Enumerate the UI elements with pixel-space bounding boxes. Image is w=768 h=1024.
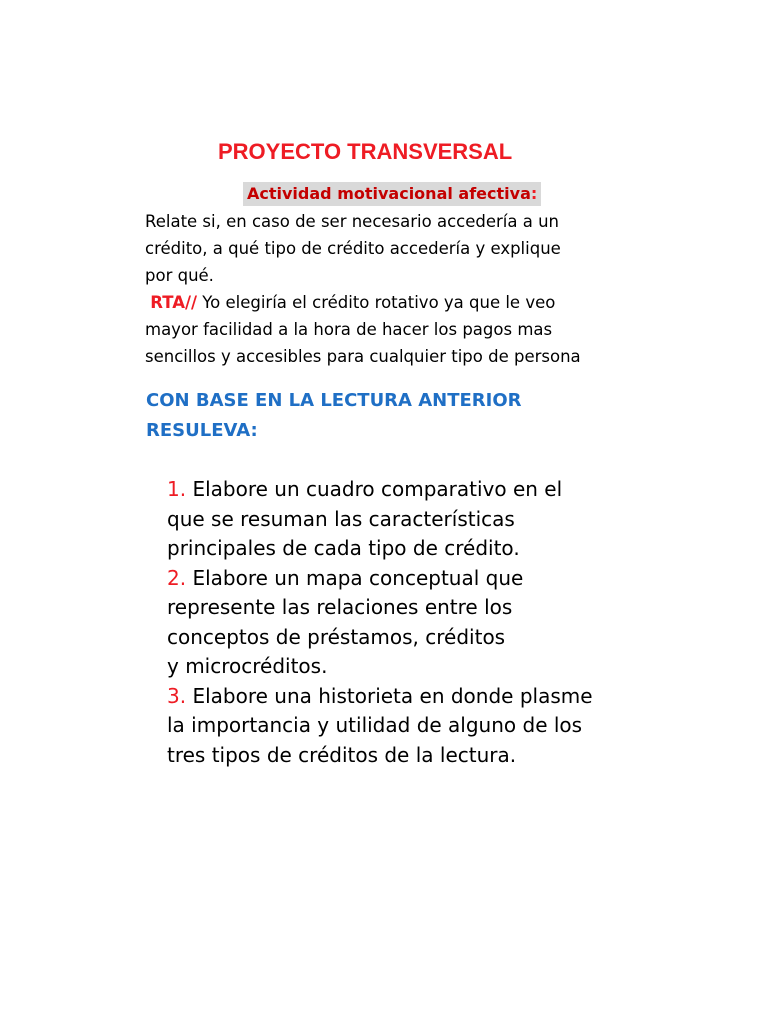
task-text: Elabore una historieta en donde plasme (186, 683, 593, 708)
task-number: 1. (167, 477, 187, 501)
task-line: conceptos de préstamos, créditos (167, 624, 506, 649)
task-text: Elabore un cuadro comparativo en el (186, 477, 563, 501)
document-title: PROYECTO TRANSVERSAL (218, 139, 513, 164)
question-line: crédito, a qué tipo de crédito accedería y explique (145, 239, 561, 258)
question-line: por qué. (145, 266, 214, 285)
task-text: Elabore un mapa conceptual que (186, 565, 524, 590)
task-line (167, 475, 593, 505)
answer-line (145, 289, 645, 316)
task-number: 2. (167, 565, 187, 590)
activity-subtitle-colon: : (530, 184, 538, 203)
task-line: que se resuman las características (167, 506, 515, 531)
section-heading-line: RESULEVA: (146, 420, 258, 441)
question-paragraph (145, 208, 645, 370)
task-list (167, 475, 593, 770)
task-line (167, 682, 593, 712)
task-line: la importancia y utilidad de alguno de los (167, 713, 583, 737)
activity-subtitle (243, 182, 541, 206)
answer-text: Yo elegiría el crédito rotativo ya que le veo (197, 293, 556, 312)
activity-subtitle-text: Actividad motivacional afectiva (247, 184, 531, 203)
task-line: principales de cada tipo de crédito. (167, 536, 520, 560)
task-item (167, 475, 593, 564)
task-line: tres tipos de créditos de la lectura. (167, 742, 517, 767)
task-line (167, 564, 593, 594)
task-number: 3. (167, 683, 187, 708)
section-heading (146, 386, 522, 446)
answer-label: RTA// (150, 293, 198, 312)
section-heading-line: CON BASE EN LA LECTURA ANTERIOR (146, 390, 522, 411)
answer-line: sencillos y accesibles para cualquier tipo de persona (145, 347, 581, 366)
question-line: Relate si, en caso de ser necesario accedería a un (145, 212, 559, 231)
answer-line: mayor facilidad a la hora de hacer los pagos mas (145, 320, 553, 339)
task-line: represente las relaciones entre los (167, 595, 513, 619)
task-line: y microcréditos. (167, 654, 328, 678)
task-item (167, 564, 593, 682)
task-item (167, 682, 593, 771)
